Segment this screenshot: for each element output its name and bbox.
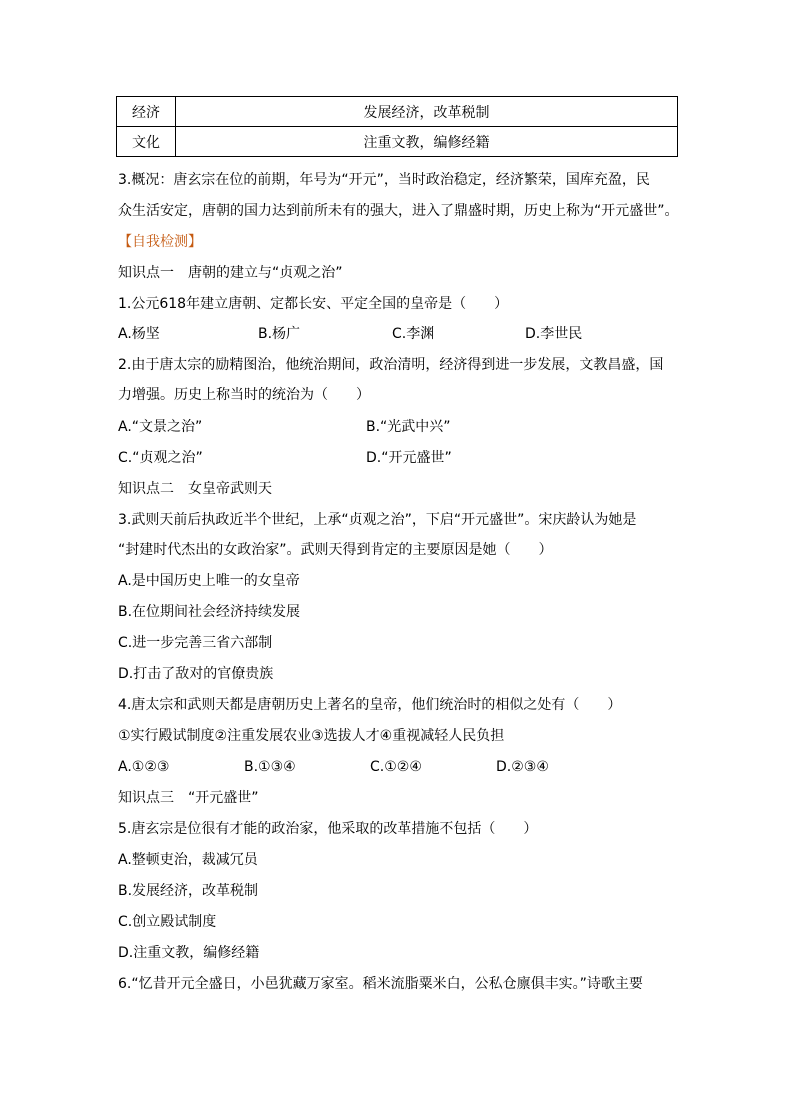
q4-option-d: D.②③④ xyxy=(496,759,549,775)
table-cell-content: 发展经济，改革税制 xyxy=(176,97,678,127)
q5-option-c: C.创立殿试制度 xyxy=(118,914,217,930)
q5-option-a: A.整顿吏治，裁减冗员 xyxy=(118,852,258,868)
q1-option-b: B.杨广 xyxy=(258,326,301,342)
q1-option-c: C.李渊 xyxy=(392,326,435,342)
q4-option-a: A.①②③ xyxy=(118,759,170,775)
question-5-stem: 5.唐玄宗是位很有才能的政治家，他采取的改革措施不包括（ ） xyxy=(118,821,538,837)
section-title: 【自我检测】 xyxy=(118,234,202,250)
q2-option-b: B.“光武中兴” xyxy=(366,419,451,435)
knowledge-point-1: 知识点一 唐朝的建立与“贞观之治” xyxy=(118,265,343,281)
q4-option-c: C.①②④ xyxy=(370,759,422,775)
q2-option-c: C.“贞观之治” xyxy=(118,450,203,466)
q1-option-d: D.李世民 xyxy=(525,326,583,342)
q4-option-b: B.①③④ xyxy=(244,759,296,775)
table-cell-content: 注重文教，编修经籍 xyxy=(176,127,678,157)
reform-table xyxy=(116,96,678,157)
question-4-stem: 4.唐太宗和武则天都是唐朝历史上著名的皇帝，他们统治时的相似之处有（ ） xyxy=(118,697,622,713)
question-3-stem-line-2: “封建时代杰出的女政治家”。武则天得到肯定的主要原因是她（ ） xyxy=(118,542,553,558)
table-row xyxy=(117,97,678,127)
question-2-stem-line-1: 2.由于唐太宗的励精图治，他统治期间，政治清明，经济得到进一步发展，文教昌盛，国 xyxy=(118,357,664,373)
overview-line-1: 3.概况：唐玄宗在位的前期，年号为“开元”，当时政治稳定，经济繁荣，国库充盈，民 xyxy=(118,172,650,188)
table-cell-category: 经济 xyxy=(117,97,176,127)
knowledge-point-2: 知识点二 女皇帝武则天 xyxy=(118,481,272,497)
knowledge-point-3: 知识点三 “开元盛世” xyxy=(118,790,259,806)
q5-option-d: D.注重文教，编修经籍 xyxy=(118,945,260,961)
overview-line-2: 众生活安定，唐朝的国力达到前所未有的强大，进入了鼎盛时期，历史上称为“开元盛世”。 xyxy=(118,203,679,219)
q1-option-a: A.杨坚 xyxy=(118,326,160,342)
q3-option-a: A.是中国历史上唯一的女皇帝 xyxy=(118,573,300,589)
question-1-stem: 1.公元618年建立唐朝、定都长安、平定全国的皇帝是（ ） xyxy=(118,296,509,312)
table-cell-category: 文化 xyxy=(117,127,176,157)
q3-option-d: D.打击了敌对的官僚贵族 xyxy=(118,666,274,682)
question-4-items: ①实行殿试制度②注重发展农业③选拔人才④重视减轻人民负担 xyxy=(118,728,505,744)
question-2-stem-line-2: 力增强。历史上称当时的统治为（ ） xyxy=(118,387,370,403)
q3-option-c: C.进一步完善三省六部制 xyxy=(118,635,273,651)
q2-option-d: D.“开元盛世” xyxy=(366,450,452,466)
q5-option-b: B.发展经济，改革税制 xyxy=(118,883,259,899)
table-row xyxy=(117,127,678,157)
q2-option-a: A.“文景之治” xyxy=(118,419,203,435)
question-3-stem-line-1: 3.武则天前后执政近半个世纪，上承“贞观之治”，下启“开元盛世”。宋庆龄认为她是 xyxy=(118,512,637,528)
q3-option-b: B.在位期间社会经济持续发展 xyxy=(118,604,301,620)
question-6-stem: 6.“忆昔开元全盛日，小邑犹藏万家室。稻米流脂粟米白，公私仓廪俱丰实。”诗歌主要 xyxy=(118,976,643,992)
